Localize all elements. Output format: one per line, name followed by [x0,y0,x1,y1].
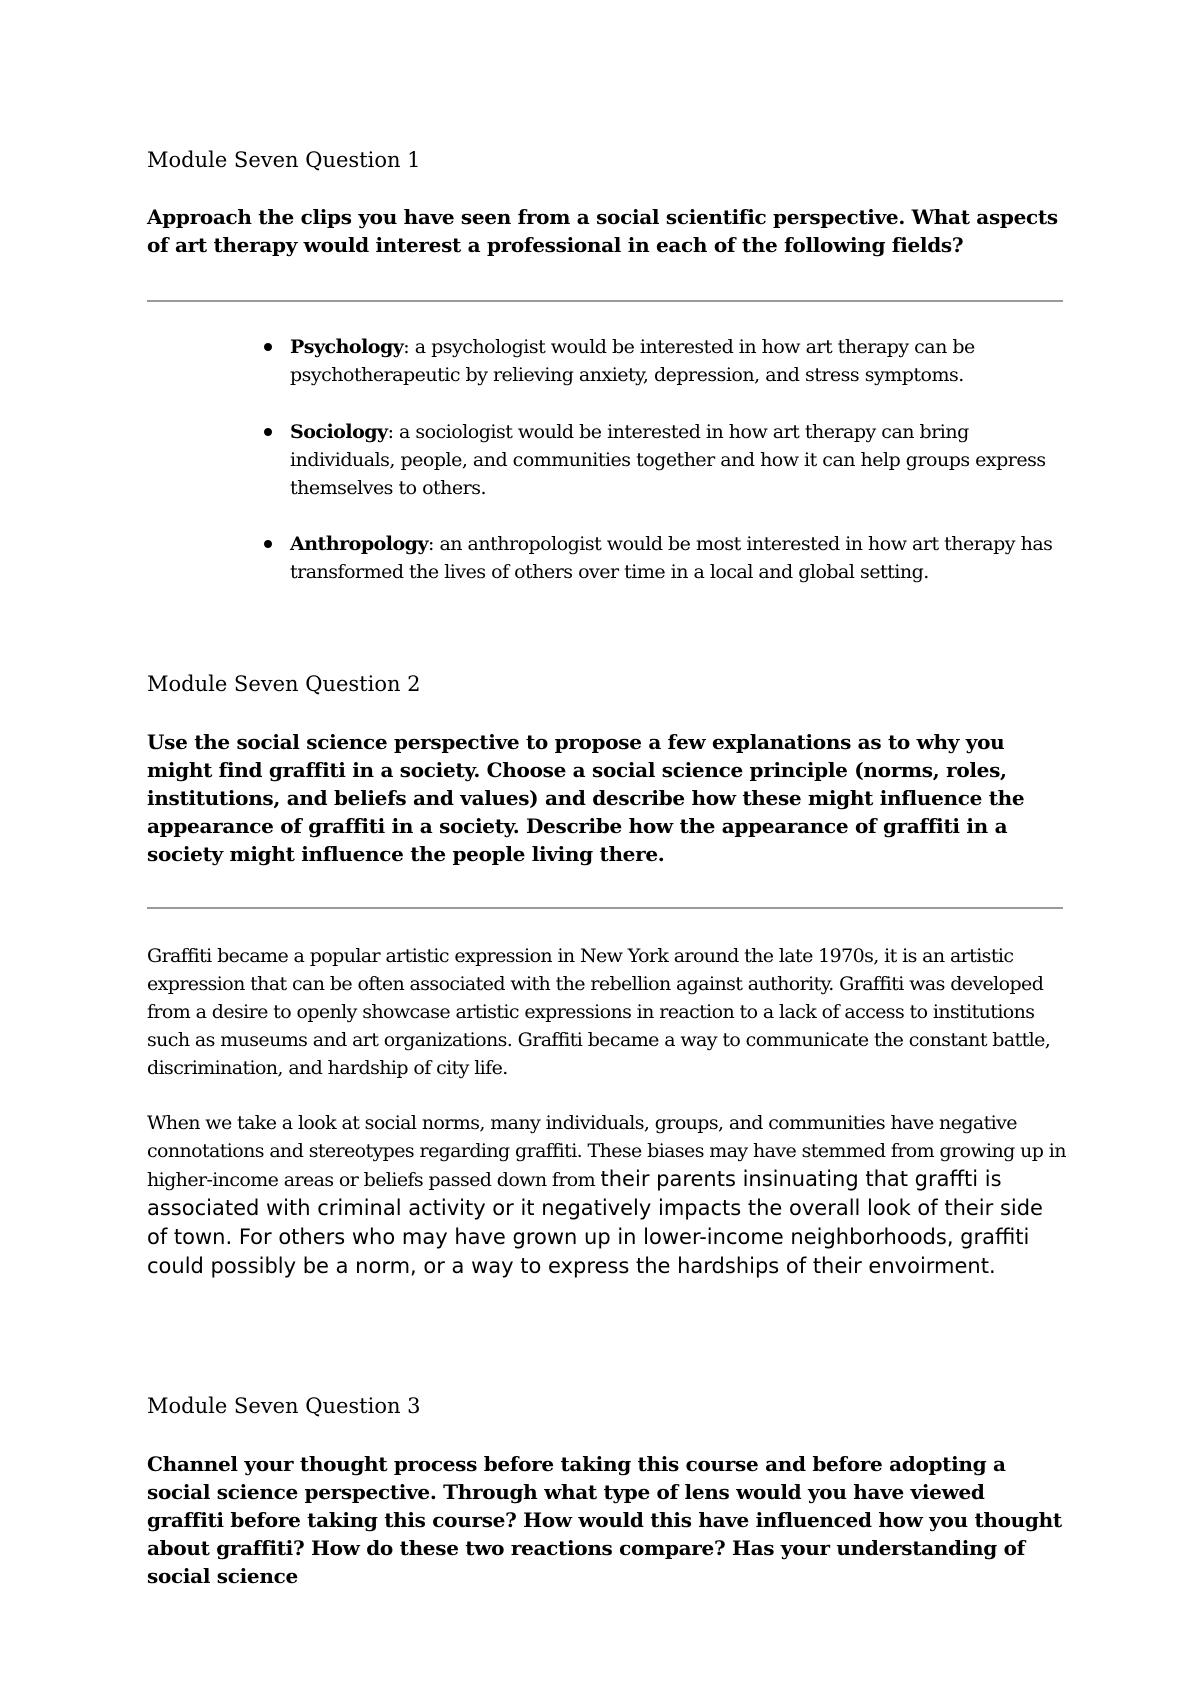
bullet-text: : a psychologist would be interested in how art therapy can be psychotherapeutic by relieving anxiety, depression, and stress symptoms. [290,336,975,386]
bullet-psychology [290,333,1070,389]
q2-answer-paragraph-1: Graffiti became a popular artistic expression in New York around the late 1970s, it is an artistic expression that can be often associated with the rebellion against authority. Graffiti was developed from a desire to openly showcase artistic expressions in reaction to a lack of access to institutions such as museums and art organizations. Graffiti became a way to communicate the constant battle, discrimination, and hardship of city life. [147,945,1051,1079]
bullet-term: Sociology [290,421,388,443]
q2-prompt: Use the social science perspective to propose a few explanations as to why you might find graffiti in a society. Choose a social science principle (norms, roles, institutions, and beliefs and values) and describe how these might influence the appearance of graffiti in a society. Describe how the appearance of graffiti in a society might influence the people living there. [147,730,1025,866]
bullet-term: Anthropology [290,533,429,555]
q1-heading: Module Seven Question 1 [147,148,421,172]
bullet-dot-icon [264,343,272,351]
bullet-text: : an anthropologist would be most interested in how art therapy has transformed the lives of others over time in a local and global setting. [290,533,1053,583]
bullet-term: Psychology [290,336,404,358]
bullet-anthropology [290,530,1070,586]
bullet-text: : a sociologist would be interested in how art therapy can bring individuals, people, and communities together and how it can help groups express themselves to others. [290,421,1046,499]
bullet-dot-icon [264,540,272,548]
bullet-dot-icon [264,428,272,436]
q2-answer-sans-run: their parents insinuating that graffti is associated with criminal activity or it negatively impacts the overall look of their side of town. For others who may have grown up in lower-income neighborhoods, graffiti could possibly be a norm, or a way to express the hardships of their envoirment. [147,1167,1043,1278]
q3-heading: Module Seven Question 3 [147,1394,421,1418]
q2-answer-serif-run: When we take a look at social norms, many individuals, groups, and communities have negative connotations and stereotypes regarding graffiti. These biases may have stemmed from growing up in higher-income areas or beliefs passed down from [147,1112,1066,1191]
q1-divider [147,300,1063,302]
bullet-sociology [290,418,1070,502]
q3-prompt: Channel your thought process before taking this course and before adopting a social science perspective. Through what type of lens would you have viewed graffiti before taking this course? How would this have influenced how you thought about graffiti? How do these two reactions compare? Has your understanding of social science [147,1452,1062,1588]
q1-prompt: Approach the clips you have seen from a social scientific perspective. What aspects of art therapy would interest a professional in each of the following fields? [147,205,1058,257]
q2-divider [147,907,1063,909]
q2-answer-paragraph-2 [147,1109,1067,1281]
q2-heading: Module Seven Question 2 [147,672,421,696]
